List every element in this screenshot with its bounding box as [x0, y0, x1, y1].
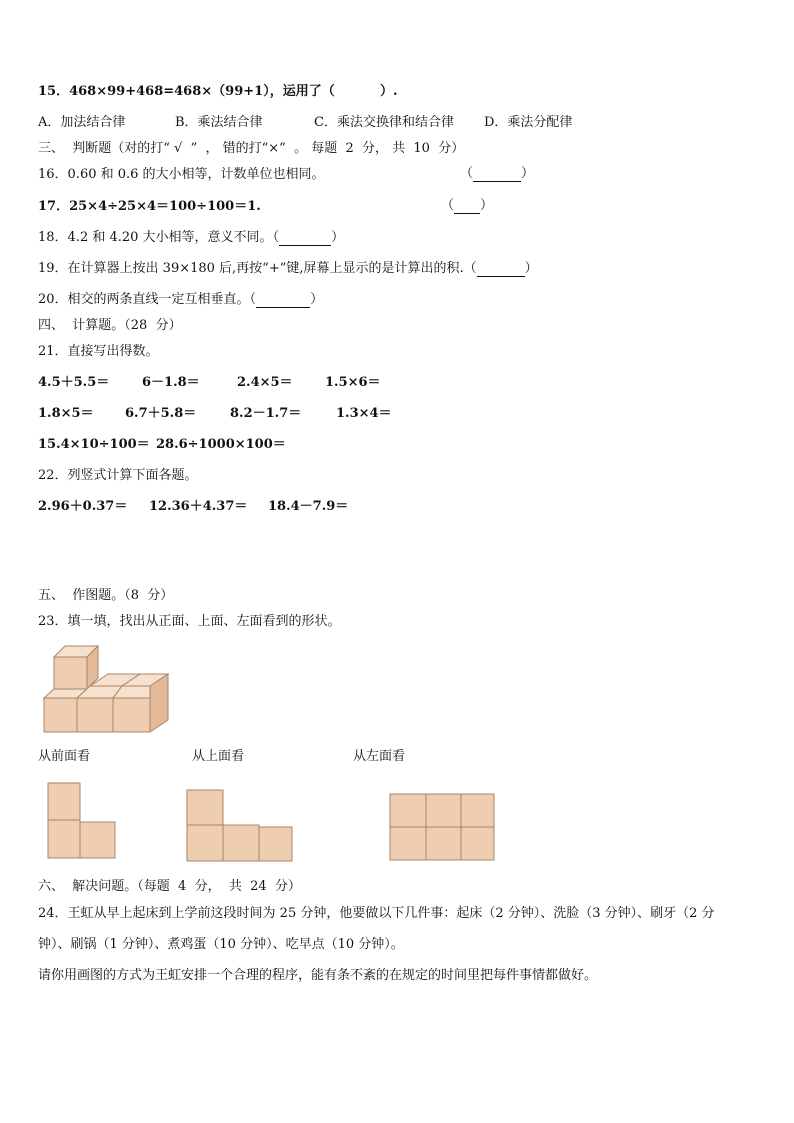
q17-answer-blank[interactable] [441, 198, 493, 214]
cube-front-face [77, 698, 113, 732]
view-square [187, 790, 223, 825]
cube-front-face [44, 698, 77, 732]
q15-stem: 15．468×99+468=468×（99+1），运用了（ ）. [38, 84, 398, 99]
answer-line[interactable] [473, 169, 521, 182]
q18 [38, 230, 344, 246]
q22-title: 22．列竖式计算下面各题。 [38, 468, 198, 483]
q15-option-c[interactable]: C．乘法交换律和结合律 [314, 115, 454, 130]
q21-item: 6.7＋5.8＝ [125, 406, 197, 421]
front-view-figure [46, 782, 118, 860]
q21-item: 1.3×4＝ [336, 406, 392, 421]
view-square [390, 827, 426, 860]
view-square [259, 827, 292, 861]
q16-text: 16．0.60 和 0.6 的大小相等，计数单位也相同。 [38, 167, 325, 182]
view-square [80, 822, 115, 858]
view-square [48, 820, 80, 858]
q21-item: 2.4×5＝ [237, 375, 293, 390]
q19 [38, 261, 538, 277]
section-3-title: 三、 判断题（对的打“ √ ” ， 错的打“×” 。 每题 2 分， 共 10 分） [38, 141, 465, 156]
q21-item: 1.8×5＝ [38, 406, 94, 421]
paren-close: ） [310, 292, 324, 307]
front-view-label: 从前面看 [38, 749, 91, 764]
q18-text: 18．4.2 和 4.20 大小相等，意义不同。 [38, 230, 273, 245]
q20-text: 20．相交的两条直线一定互相垂直。 [38, 292, 250, 307]
q21-item: 28.6÷1000×100＝ [156, 437, 286, 452]
paren-open: （ [249, 292, 257, 307]
q20-answer-blank[interactable] [256, 295, 310, 308]
paren-close: ） [480, 198, 494, 213]
paren-open: （ [272, 230, 280, 245]
q21-item: 6－1.8＝ [142, 375, 200, 390]
section-6-title: 六、 解决问题。（每题 4 分， 共 24 分） [38, 879, 301, 894]
view-square [461, 827, 494, 860]
paren-open: （ [441, 198, 455, 213]
q21-item: 15.4×10÷100＝ [38, 437, 150, 452]
paren-close: ） [524, 261, 538, 276]
cube-front-face [113, 698, 150, 732]
paren-close: ） [521, 166, 535, 181]
q19-answer-blank[interactable] [477, 264, 525, 277]
q22-item: 12.36＋4.37＝ [149, 499, 248, 514]
q24-line2: 钟）、刷锅（1 分钟）、煮鸡蛋（10 分钟）、吃早点（10 分钟）。 [38, 937, 404, 952]
q15-option-d[interactable]: D．乘法分配律 [484, 115, 573, 130]
q15-option-b[interactable]: B．乘法结合律 [175, 115, 263, 130]
q22-item: 2.96＋0.37＝ [38, 499, 128, 514]
paren-open: （ [460, 166, 474, 181]
cube-stack [44, 646, 168, 732]
section-4-title: 四、 计算题。（28 分） [38, 318, 182, 333]
q18-answer-blank[interactable] [279, 233, 331, 246]
left-view-figure [389, 793, 497, 863]
view-square [223, 825, 259, 861]
q21-item: 4.5＋5.5＝ [38, 375, 110, 390]
q16-answer-blank[interactable] [460, 166, 534, 182]
q21-item: 1.5×6＝ [325, 375, 381, 390]
q17-text: 17．25×4÷25×4＝100÷100＝1. [38, 199, 261, 214]
q24-line1: 24．王虹从早上起床到上学前这段时间为 25 分钟，他要做以下几件事：起床（2 分钟）、洗脸（3 分钟）、刷牙（2 分 [38, 906, 715, 921]
view-square [461, 794, 494, 827]
q15-option-a[interactable]: A．加法结合律 [38, 115, 126, 130]
q22-item: 18.4－7.9＝ [268, 499, 349, 514]
cube-front-face [54, 657, 87, 689]
top-view-figure [186, 789, 294, 863]
cube-stack-figure [40, 640, 175, 735]
q23-title: 23．填一填，找出从正面、上面、左面看到的形状。 [38, 614, 341, 629]
q20 [38, 292, 323, 308]
paren-close: ） [331, 230, 345, 245]
view-square [426, 794, 461, 827]
q24-line3: 请你用画图的方式为王虹安排一个合理的程序，能有条不紊的在规定的时间里把每件事情都做好。 [38, 968, 598, 983]
q21-item: 8.2－1.7＝ [230, 406, 302, 421]
q21-title: 21．直接写出得数。 [38, 344, 159, 359]
view-square [390, 794, 426, 827]
view-square [426, 827, 461, 860]
q19-text: 19．在计算器上按出 39×180 后,再按“+”键,屏幕上显示的是计算出的积. [38, 261, 464, 276]
paren-open: （ [463, 261, 477, 276]
section-5-title: 五、 作图题。（8 分） [38, 588, 174, 603]
top-view-label: 从上面看 [192, 749, 245, 764]
left-view-label: 从左面看 [353, 749, 406, 764]
view-square [48, 783, 80, 820]
answer-line[interactable] [454, 201, 480, 214]
view-square [187, 825, 223, 861]
